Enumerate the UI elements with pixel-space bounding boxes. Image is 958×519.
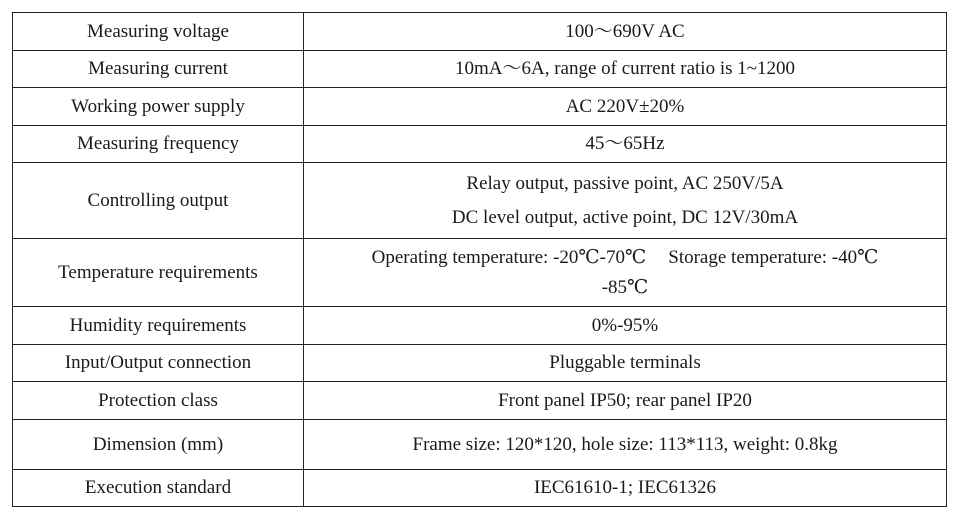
table-row <box>13 51 947 88</box>
storage-temperature-text: Storage temperature: -40℃ <box>668 246 879 268</box>
working-power-supply-value: AC 220V±20% <box>304 88 947 126</box>
controlling-output-label: Controlling output <box>13 163 304 239</box>
measuring-frequency-value: 45～65Hz <box>304 126 947 163</box>
temperature-requirements-value <box>304 239 947 307</box>
humidity-requirements-label: Humidity requirements <box>13 307 304 345</box>
humidity-requirements-value: 0%-95% <box>304 307 947 345</box>
measuring-frequency-label: Measuring frequency <box>13 126 304 163</box>
measuring-current-label: Measuring current <box>13 51 304 88</box>
table-row <box>13 470 947 507</box>
table-row <box>13 126 947 163</box>
table-row <box>13 163 947 239</box>
input-output-connection-label: Input/Output connection <box>13 345 304 382</box>
dc-level-output-line: DC level output, active point, DC 12V/30mA <box>451 206 799 228</box>
input-output-connection-value: Pluggable terminals <box>304 345 947 382</box>
protection-class-label: Protection class <box>13 382 304 420</box>
measuring-current-value: 10mA～6A, range of current ratio is 1~1200 <box>304 51 947 88</box>
storage-temperature-upper-text: -85℃ <box>601 276 649 298</box>
dimension-value: Frame size: 120*120, hole size: 113*113, weight: 0.8kg <box>304 420 947 470</box>
specification-table <box>12 12 947 507</box>
controlling-output-value <box>304 163 947 239</box>
table-row <box>13 239 947 307</box>
temperature-first-line <box>310 247 940 269</box>
table-row <box>13 345 947 382</box>
measuring-voltage-value: 100～690V AC <box>304 13 947 51</box>
relay-output-line: Relay output, passive point, AC 250V/5A <box>466 172 784 194</box>
table-row <box>13 382 947 420</box>
table-row <box>13 307 947 345</box>
working-power-supply-label: Working power supply <box>13 88 304 126</box>
table-row <box>13 13 947 51</box>
execution-standard-value: IEC61610-1; IEC61326 <box>304 470 947 507</box>
temperature-requirements-label: Temperature requirements <box>13 239 304 307</box>
operating-temperature-text: Operating temperature: -20℃-70℃ <box>371 246 647 268</box>
dimension-label: Dimension (mm) <box>13 420 304 470</box>
measuring-voltage-label: Measuring voltage <box>13 13 304 51</box>
protection-class-value: Front panel IP50; rear panel IP20 <box>304 382 947 420</box>
table-row <box>13 88 947 126</box>
execution-standard-label: Execution standard <box>13 470 304 507</box>
table-row <box>13 420 947 470</box>
